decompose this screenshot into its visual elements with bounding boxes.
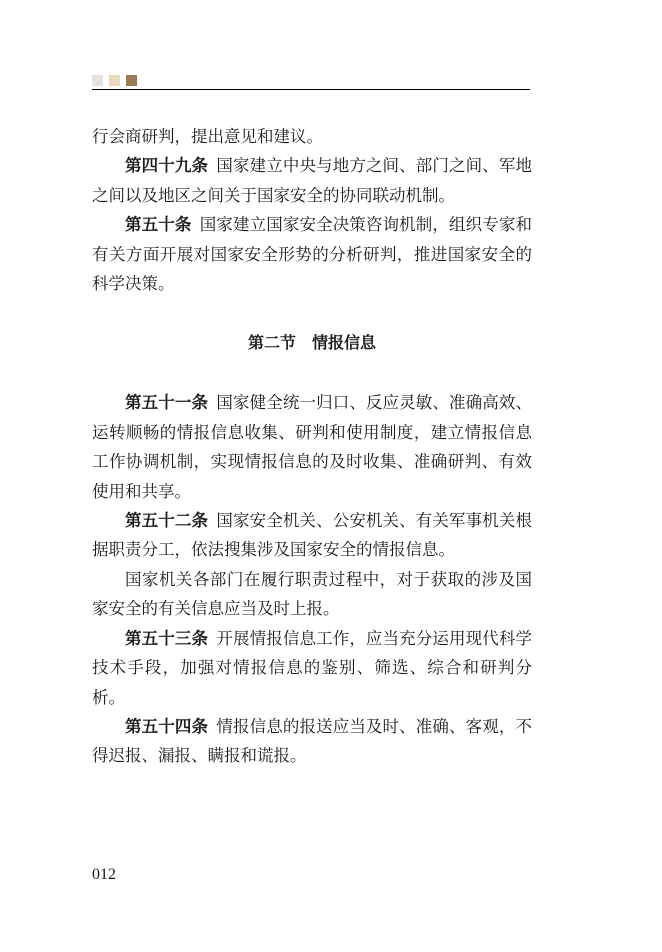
article-49 [92, 151, 532, 210]
paragraph-text: 行会商研判，提出意见和建议。 [92, 127, 323, 146]
section-title: 第二节 情报信息 [247, 333, 376, 353]
header-square-brown [126, 75, 137, 86]
article-53 [92, 624, 532, 712]
article-text: 开展情报信息工作，应当充分运用现代科学技术手段，加强对情报信息的鉴别、筛选、综合和研判分析。 [92, 628, 533, 707]
article-number: 第五十一条 [125, 393, 209, 413]
article-text: 国家建立中央与地方之间、部门之间、军地之间以及地区之间关于国家安全的协同联动机制。 [92, 156, 533, 205]
article-number: 第五十四条 [125, 716, 209, 736]
header-rule [92, 89, 530, 90]
article-51 [92, 388, 532, 506]
article-52 [92, 506, 532, 565]
paragraph-text: 国家机关各部门在履行职责过程中，对于获取的涉及国家安全的有关信息应当及时上报。 [92, 569, 532, 619]
article-number: 第四十九条 [125, 156, 209, 176]
article-text: 国家建立国家安全决策咨询机制，组织专家和有关方面开展对国家安全形势的分析研判，推进国家安全的科学决策。 [92, 215, 533, 294]
article-text: 国家安全机关、公安机关、有关军事机关根据职责分工，依法搜集涉及国家安全的情报信息。 [92, 511, 533, 560]
article-number: 第五十二条 [125, 511, 209, 531]
article-text: 情报信息的报送应当及时、准确、客观，不得迟报、漏报、瞒报和谎报。 [92, 716, 533, 766]
article-52-paragraph-2 [92, 565, 532, 624]
page-body [92, 122, 532, 771]
article-text: 国家健全统一归口、反应灵敏、准确高效、运转顺畅的情报信息收集、研判和使用制度，建立情报信息工作协调机制，实现情报信息的及时收集、准确研判、有效使用和共享。 [92, 393, 533, 501]
header-square-light [92, 75, 103, 86]
article-number: 第五十条 [125, 215, 192, 235]
article-number: 第五十三条 [125, 628, 209, 648]
page-number: 012 [92, 866, 116, 883]
article-54 [92, 712, 532, 771]
paragraph-continuation [92, 122, 532, 151]
article-50 [92, 210, 532, 298]
header-square-beige [109, 75, 120, 86]
